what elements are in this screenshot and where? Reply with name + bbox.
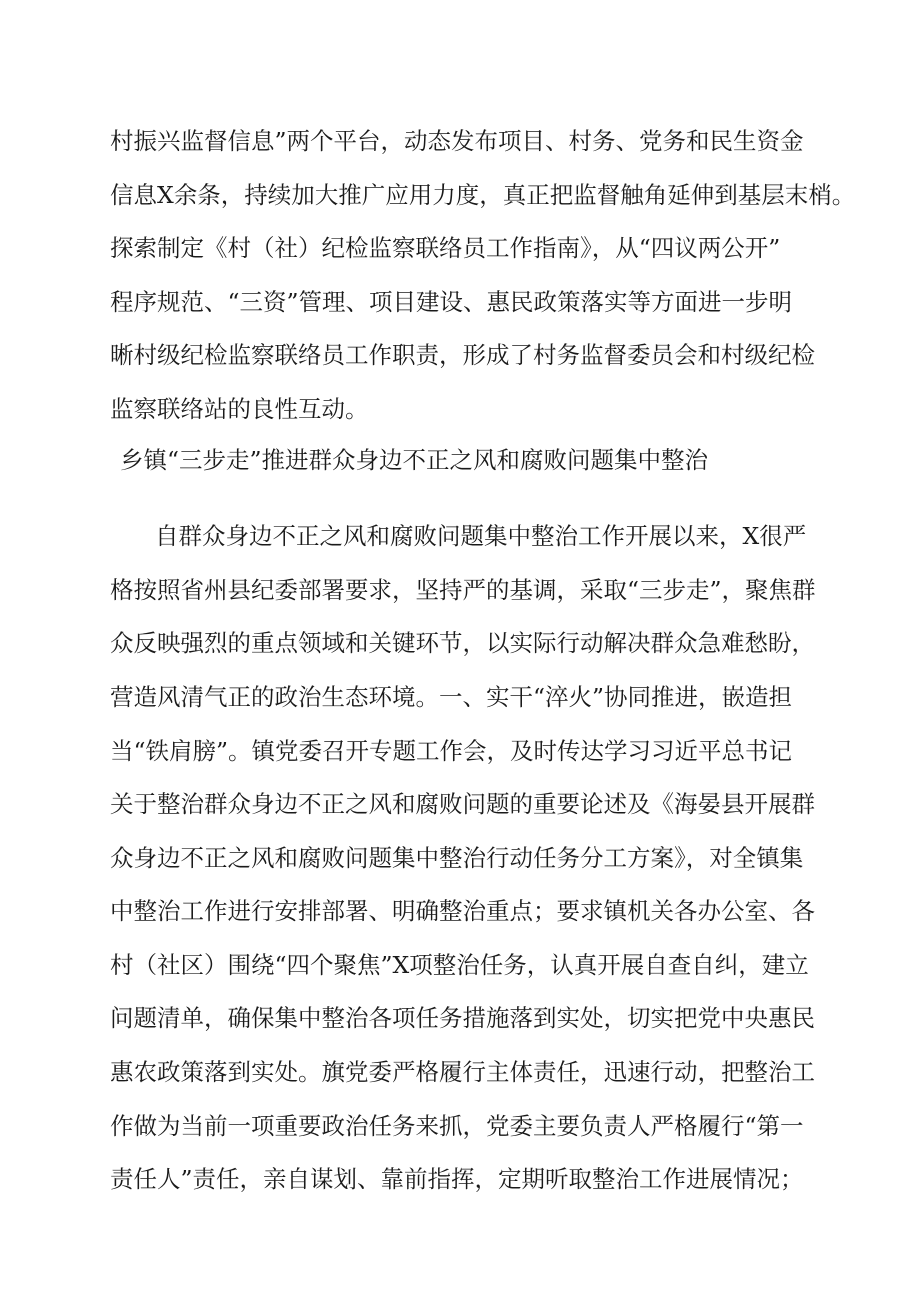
paragraph-line: 程序规范、“三资”管理、项目建设、惠民政策落实等方面进一步明 [110,288,793,316]
paragraph-line: 村振兴监督信息”两个平台，动态发布项目、村务、党务和民生资金 [110,127,804,155]
paragraph-line: 探索制定《村（社）纪检监察联络员工作指南》，从“四议两公开” [110,234,781,262]
section-heading: 乡镇“三步走”推进群众身边不正之风和腐败问题集中整治 [120,446,709,474]
paragraph-line: 格按照省州县纪委部署要求，坚持严的基调，采取“三步走”，聚焦群 [110,576,816,604]
paragraph-line: 自群众身边不正之风和腐败问题集中整治工作开展以来，X很严 [155,522,807,550]
paragraph-line: 关于整治群众身边不正之风和腐败问题的重要论述及《海晏县开展群 [110,790,815,818]
paragraph-line: 信息X余条，持续加大推广应用力度，真正把监督触角延伸到基层末梢。 [110,181,856,209]
paragraph-line: 责任人”责任，亲自谋划、靠前指挥，定期听取整治工作进展情况； [110,1165,804,1193]
paragraph-line: 众反映强烈的重点领域和关键环节，以实际行动解决群众急难愁盼， [110,629,815,657]
paragraph-line: 问题清单，确保集中整治各项任务措施落到实处，切实把党中央惠民 [110,1004,815,1032]
paragraph-line: 监察联络站的良性互动。 [110,395,369,423]
paragraph-line: 众身边不正之风和腐败问题集中整治行动任务分工方案》，对全镇集 [110,844,804,872]
paragraph-line: 营造风清气正的政治生态环境。一、实干“淬火”协同推进，嵌造担 [110,683,793,711]
paragraph-line: 村（社区）围绕“四个聚焦”X项整治任务，认真开展自查自纠，建立 [110,951,809,979]
paragraph-line: 当“铁肩膀”。镇党委召开专题工作会，及时传达学习习近平总书记 [110,737,793,765]
paragraph-line: 中整治工作进行安排部署、明确整治重点；要求镇机关各办公室、各 [110,897,815,925]
paragraph-line: 惠农政策落到实处。旗党委严格履行主体责任，迅速行动，把整治工 [110,1058,815,1086]
paragraph-line: 作做为当前一项重要政治任务来抓，党委主要负责人严格履行“第一 [110,1112,804,1140]
paragraph-line: 晰村级纪检监察联络员工作职责，形成了村务监督委员会和村级纪检 [110,341,815,369]
